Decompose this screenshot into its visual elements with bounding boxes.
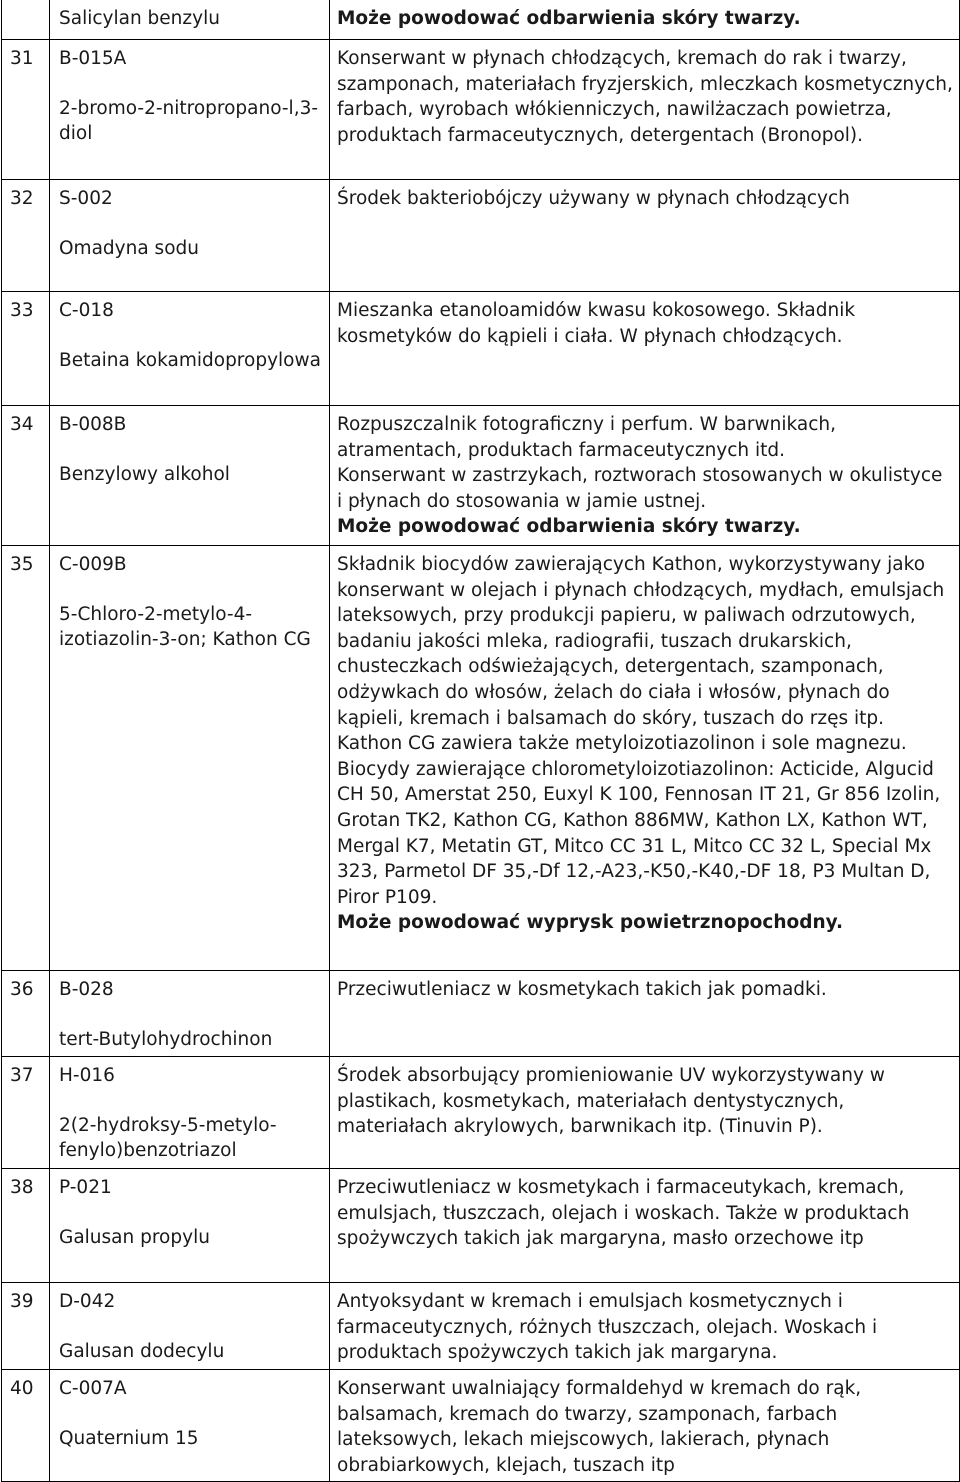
description-cell — [330, 0, 960, 40]
substance-name: 5-Chloro-2-metylo-4-izotiazolin-3-on; Kathon CG — [59, 603, 311, 651]
substance-code: C-018 — [59, 300, 114, 321]
warning-text: Może powodować odbarwienia skóry twarzy. — [337, 8, 801, 29]
description-cell — [330, 971, 960, 1057]
substance-cell — [50, 546, 330, 971]
row-number: 38 — [2, 1169, 50, 1283]
substance-cell — [50, 0, 330, 40]
description-cell — [330, 1370, 960, 1482]
row-number: 34 — [2, 406, 50, 546]
substance-code: B-008B — [59, 414, 127, 435]
description-text: Środek absorbujący promieniowanie UV wykorzystywany w plastikach, kosmetykach, materiałach dentystycznych, materiałach akrylowych, barwnikach itp. (Tinuvin P). — [337, 1065, 885, 1138]
description-text: Biocydy zawierające chlorometyloizotiazolinon: Acticide, Algucid CH 50, Amerstat 250, Euxyl K 100, Fennosan IT 21, Gr 856 Izolin, Grotan TK2, Kathon CG, Kathon 886MW, Kathon LX, Kathon WT, Mergal K7, Metatin GT, Mitco CC 31 L, Mitco CC 32 L, Special Mx 323, Parmetol DF 35,-Df 12,-A23,-K50,-K40,-DF 18, P3 Multan D, Piror P109. — [337, 758, 941, 908]
substance-cell — [50, 406, 330, 546]
table-row — [2, 40, 960, 180]
warning-text: Może powodować wyprysk powietrznopochodny. — [337, 912, 844, 934]
row-number: 40 — [2, 1370, 50, 1482]
description-cell — [330, 1283, 960, 1370]
substance-name: 2(2-hydroksy-5-metylo-fenylo)benzotriazol — [59, 1114, 277, 1162]
substance-name: 2-bromo-2-nitropropano-l,3-diol — [59, 97, 319, 145]
description-cell — [330, 1169, 960, 1283]
substance-name: Benzylowy alkohol — [59, 463, 230, 485]
substance-name: Betaina kokamidopropylowa — [59, 349, 321, 371]
table-row — [2, 971, 960, 1057]
description-text: Przeciwutleniacz w kosmetykach i farmaceutykach, kremach, emulsjach, tłuszczach, olejach i woskach. Także w produktach spożywczych takich jak margaryna, masło orzechowe itp — [337, 1177, 910, 1250]
description-cell — [330, 546, 960, 971]
table-row — [2, 1057, 960, 1169]
description-text: Konserwant uwalniający formaldehyd w kremach do rąk, balsamach, kremach do twarzy, szamponach, farbach lateksowych, lekach miejscowych, lakierach, płynach obrabiarkowych, klejach, tuszach itp — [337, 1378, 862, 1476]
substance-cell — [50, 1283, 330, 1370]
table-row — [2, 546, 960, 971]
row-number — [2, 0, 50, 40]
table-row — [2, 180, 960, 292]
warning-text: Może powodować odbarwienia skóry twarzy. — [337, 516, 801, 538]
description-text: Konserwant w płynach chłodzących, kremach do rak i twarzy, szamponach, materiałach fryzjerskich, mleczkach kosmetycznych, farbach, wyrobach włókienniczych, nawilżaczach powietrza, produktach farmaceutycznych, detergentach (Bronopol). — [337, 48, 953, 146]
description-text: Rozpuszczalnik fotograficzny i perfum. W barwnikach, atramentach, produktach farmaceutycznych itd. — [337, 414, 836, 461]
substance-cell — [50, 1169, 330, 1283]
description-text: Przeciwutleniacz w kosmetykach takich jak pomadki. — [337, 979, 827, 1000]
row-number: 35 — [2, 546, 50, 971]
substance-name: tert-Butylohydrochinon — [59, 1028, 273, 1050]
substance-code: S-002 — [59, 188, 113, 209]
description-cell — [330, 406, 960, 546]
description-cell — [330, 292, 960, 406]
description-text: Środek bakteriobójczy używany w płynach chłodzących — [337, 188, 850, 209]
table-row — [2, 1169, 960, 1283]
description-cell — [330, 40, 960, 180]
substance-name: Omadyna sodu — [59, 237, 199, 259]
table-row — [2, 292, 960, 406]
row-number: 37 — [2, 1057, 50, 1169]
substance-name: Quaternium 15 — [59, 1427, 199, 1449]
row-number: 32 — [2, 180, 50, 292]
substance-cell — [50, 292, 330, 406]
substance-code: C-009B — [59, 554, 127, 575]
substance-code: B-015A — [59, 48, 127, 69]
substance-cell — [50, 971, 330, 1057]
substance-cell — [50, 180, 330, 292]
row-number: 33 — [2, 292, 50, 406]
substance-name: Galusan dodecylu — [59, 1340, 225, 1362]
table-row — [2, 406, 960, 546]
description-text: Mieszanka etanoloamidów kwasu kokosowego. Składnik kosmetyków do kąpieli i ciała. W płynach chłodzących. — [337, 300, 856, 347]
substance-cell — [50, 40, 330, 180]
substances-table — [1, 0, 960, 1482]
substance-name: Galusan propylu — [59, 1226, 210, 1248]
substance-cell — [50, 1057, 330, 1169]
row-number: 39 — [2, 1283, 50, 1370]
table-row — [2, 1283, 960, 1370]
description-cell — [330, 180, 960, 292]
table-row — [2, 0, 960, 40]
description-text: Składnik biocydów zawierających Kathon, wykorzystywany jako konserwant w olejach i płynach chłodzących, mydłach, emulsjach lateksowych, przy produkcji papieru, w paliwach odrzutowych, badaniu jakości mleka, radiografii, tuszach drukarskich, chusteczkach odświeżających, detergentach, szamponach, odżywkach do włosów, żelach do ciała i włosów, płynach do kąpieli, kremach i balsamach do skóry, tuszach do rzęs itp. Kathon CG zawiera także metyloizotiazolinon i sole magnezu. — [337, 554, 945, 755]
description-text: Konserwant w zastrzykach, roztworach stosowanych w okulistyce i płynach do stosowania w jamie ustnej. — [337, 465, 943, 512]
table-row — [2, 1370, 960, 1482]
description-text: Antyoksydant w kremach i emulsjach kosmetycznych i farmaceutycznych, różnych tłuszczach, olejach. Woskach i produktach spożywczych takich jak margaryna. — [337, 1291, 878, 1364]
substance-code: B-028 — [59, 979, 114, 1000]
row-number: 31 — [2, 40, 50, 180]
substance-code: H-016 — [59, 1065, 115, 1086]
row-number: 36 — [2, 971, 50, 1057]
substance-code: P-021 — [59, 1177, 112, 1198]
substance-code: D-042 — [59, 1291, 116, 1312]
substance-cell — [50, 1370, 330, 1482]
substance-code: C-007A — [59, 1378, 127, 1399]
substance-name: Salicylan benzylu — [59, 8, 220, 29]
description-cell — [330, 1057, 960, 1169]
